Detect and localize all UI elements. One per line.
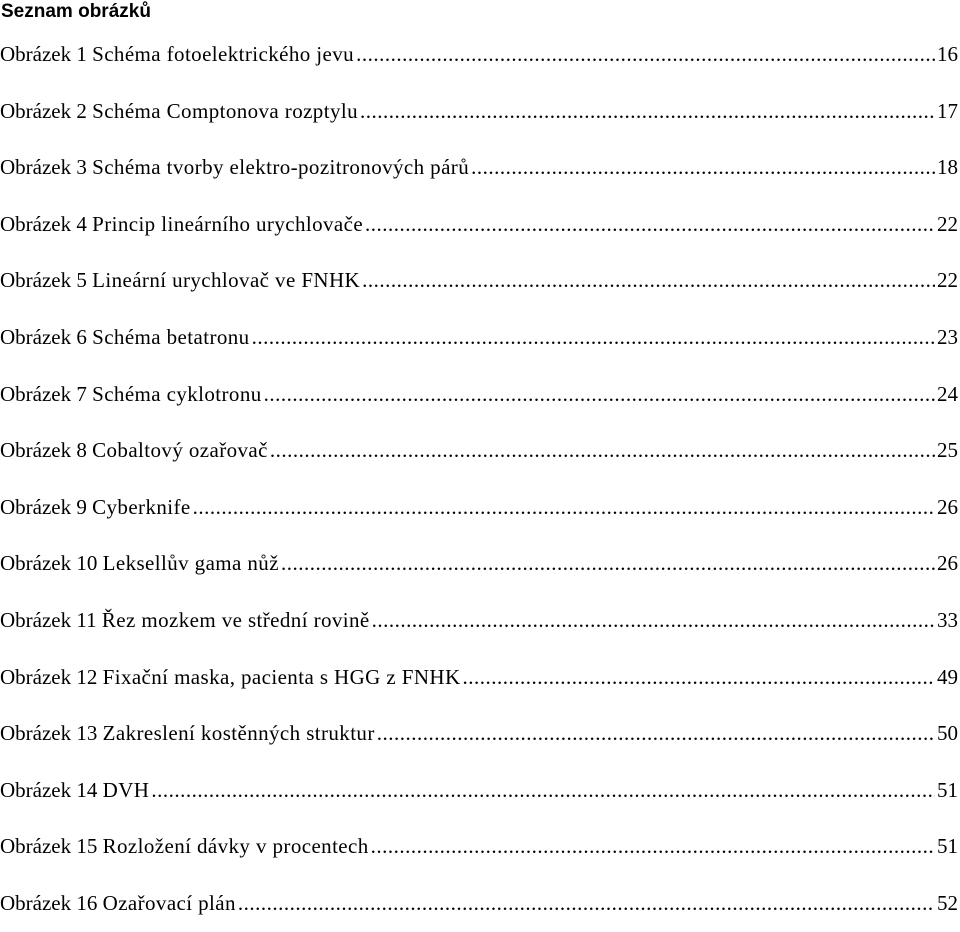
figure-entry-title [0,479,191,536]
figure-caption: Řez mozkem ve střední rovině [101,607,370,632]
dot-leader [356,26,935,83]
page-number: 51 [937,777,958,802]
dot-leader [193,479,935,536]
dot-leader [377,705,935,762]
figure-caption: Schéma cyklotronu [92,381,262,406]
figure-caption: Leksellův gama nůž [102,551,279,576]
figure-label: Obrázek 1 [0,42,87,66]
figure-entry-9[interactable] [0,479,958,536]
dot-leader [264,366,935,423]
figure-caption: Rozložení dávky v procentech [102,834,369,859]
dot-leader [252,309,935,366]
page-number: 49 [937,664,958,689]
figure-label: Obrázek 6 [0,324,87,349]
figure-entry-8[interactable] [0,422,958,479]
page-number: 22 [937,211,958,236]
figure-list [0,26,958,932]
page-number: 24 [937,381,958,406]
page-number: 26 [937,551,958,576]
dot-leader [372,592,935,649]
dot-leader [371,818,935,875]
figure-entry-title [0,762,149,819]
dot-leader [238,875,935,932]
figure-caption: Princip lineárního urychlovače [92,211,364,236]
figure-label: Obrázek 13 [0,721,98,746]
figure-label: Obrázek 16 [0,890,98,915]
figure-entry-2[interactable] [0,83,958,140]
page-number: 23 [937,324,958,349]
figure-entry-14[interactable] [0,762,958,819]
figure-caption: Lineární urychlovač ve FNHK [92,268,361,293]
page-number: 26 [937,494,958,519]
figure-entry-12[interactable] [0,649,958,706]
figure-caption: Schéma fotoelektrického jevu [92,42,355,66]
figure-entry-3[interactable] [0,139,958,196]
figure-caption: Fixační maska, pacienta s HGG z FNHK [102,664,461,689]
figure-entry-13[interactable] [0,705,958,762]
figure-entry-16[interactable] [0,875,958,932]
figure-label: Obrázek 9 [0,494,87,519]
dot-leader [365,196,935,253]
page-number: 50 [937,721,958,746]
figure-label: Obrázek 11 [0,607,97,632]
figure-entry-title [0,535,279,592]
figure-caption: Schéma tvorby elektro-pozitronových párů [92,155,470,180]
figure-entry-title [0,818,369,875]
figure-caption: Cyberknife [92,494,191,519]
dot-leader [270,422,935,479]
figure-label: Obrázek 5 [0,268,87,293]
figure-entry-title [0,649,461,706]
figure-entry-10[interactable] [0,535,958,592]
figure-caption: Zakreslení kostěnných struktur [102,721,375,746]
page-number: 25 [937,438,958,463]
list-of-figures-heading: Seznam obrázků [1,1,151,22]
figure-entry-11[interactable] [0,592,958,649]
figure-entry-15[interactable] [0,818,958,875]
figure-entry-title [0,422,268,479]
page-number: 52 [937,890,958,915]
figure-entry-title [0,252,360,309]
figure-caption: Ozařovací plán [102,890,236,915]
figure-entry-title [0,309,250,366]
figure-label: Obrázek 8 [0,438,87,463]
figure-label: Obrázek 2 [0,98,87,123]
figure-label: Obrázek 10 [0,551,98,576]
figure-label: Obrázek 7 [0,381,87,406]
page-number: 51 [937,834,958,859]
figure-entry-5[interactable] [0,252,958,309]
page-number: 33 [937,607,958,632]
dot-leader [471,139,935,196]
figure-entry-title [0,139,469,196]
figure-entry-title [0,705,375,762]
figure-label: Obrázek 15 [0,834,98,859]
figure-entry-6[interactable] [0,309,958,366]
dot-leader [463,649,935,706]
figure-caption: Schéma betatronu [92,324,250,349]
figure-entry-title [0,26,354,83]
figure-label: Obrázek 3 [0,155,87,180]
page-number: 17 [937,98,958,123]
page-number: 22 [937,268,958,293]
figure-entry-title [0,196,363,253]
figure-entry-4[interactable] [0,196,958,253]
page-number: 18 [937,155,958,180]
figure-entry-title [0,83,358,140]
dot-leader [362,252,935,309]
figure-caption: Cobaltový ozařovač [92,438,268,463]
figure-entry-7[interactable] [0,366,958,423]
page-number: 16 [937,42,958,66]
figure-label: Obrázek 14 [0,777,98,802]
dot-leader [151,762,935,819]
figure-caption: DVH [102,777,150,802]
figure-label: Obrázek 4 [0,211,87,236]
figure-entry-title [0,875,236,932]
dot-leader [281,535,935,592]
figure-entry-title [0,592,370,649]
figure-entry-1[interactable] [0,26,958,83]
figure-label: Obrázek 12 [0,664,98,689]
dot-leader [360,83,935,140]
figure-entry-title [0,366,262,423]
figure-caption: Schéma Comptonova rozptylu [92,98,358,123]
